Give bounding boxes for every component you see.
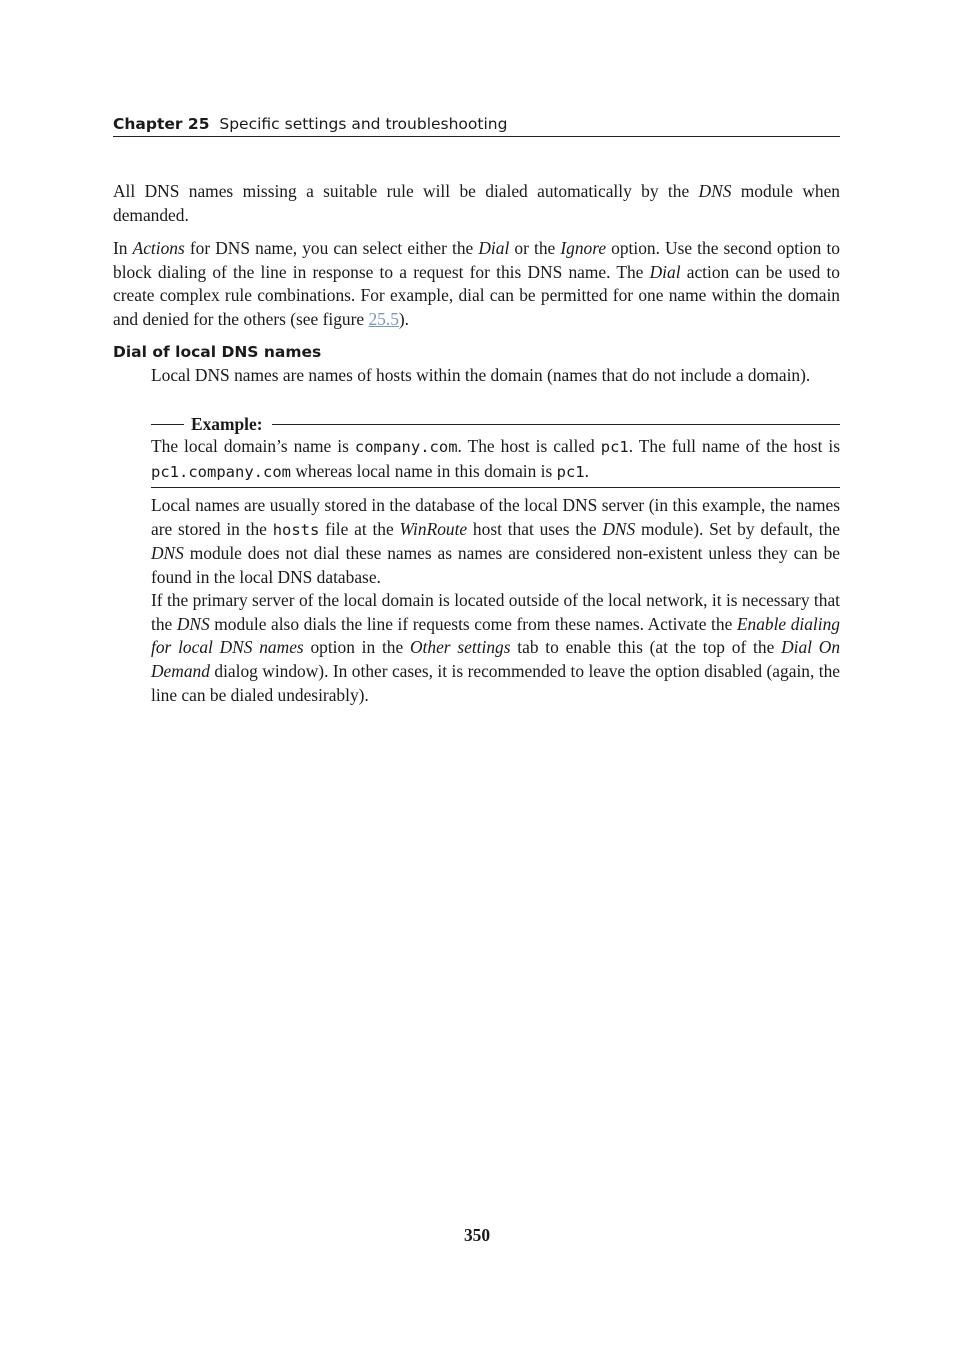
- text-run: .: [584, 460, 589, 481]
- text-run: Local names are usually stored in the database of the local DNS server (in this example, the names are stored in the: [151, 495, 840, 539]
- example-rule-right: [272, 424, 840, 425]
- emphasis: Ignore: [560, 238, 607, 258]
- text-run: module when demanded.: [113, 181, 840, 225]
- text-run: All DNS names missing a suitable rule will be dialed automatically by the: [113, 181, 699, 201]
- code-host: pc1: [600, 438, 629, 456]
- chapter-title: Specific settings and troubleshooting: [219, 115, 508, 133]
- text-run: action can be used to create complex rule combinations. For example, dial can be permitted for one name within the domain and denied for the others (see figure: [113, 261, 841, 330]
- example-body: [151, 435, 840, 484]
- page-number: 350: [463, 1225, 491, 1245]
- emphasis: Enable dialing for local DNS names: [151, 613, 840, 658]
- emphasis: Dial: [649, 261, 681, 282]
- text-run: dialog window). In other cases, it is recommended to leave the option disabled (again, the line can be dialed undesirably).: [151, 661, 840, 705]
- text-run: whereas local name in this domain is: [290, 460, 557, 481]
- text-run: . The full name of the host is: [628, 436, 841, 456]
- figure-reference-link[interactable]: 25.5: [368, 309, 399, 330]
- text-run: ).: [398, 309, 410, 330]
- paragraph-dns-auto-dial: [113, 180, 840, 227]
- paragraph-actions: [113, 237, 840, 332]
- emphasis: DNS: [151, 543, 184, 564]
- text-run: option in the: [303, 637, 410, 658]
- code-hosts-file: hosts: [272, 520, 320, 539]
- text-run: module also dials the line if requests come from these names. Activate the: [209, 613, 737, 634]
- example-label: Example:: [191, 414, 263, 434]
- text-run: tab to enable this (at the top of the: [510, 637, 782, 658]
- text-run: module). Set by default, the: [635, 518, 840, 539]
- example-header: [151, 412, 840, 436]
- text-run: option. Use the second option to block dialing of the line in response to a request for this DNS name. The: [113, 238, 840, 282]
- paragraph-primary-server: [151, 589, 840, 708]
- example-rule-bottom: [151, 487, 840, 488]
- code-fqdn: pc1.company.com: [151, 462, 291, 481]
- emphasis: Dial On Demand: [151, 637, 841, 682]
- section-heading: Dial of local DNS names: [113, 343, 322, 361]
- emphasis: WinRoute: [399, 518, 468, 539]
- code-local-name: pc1: [556, 462, 585, 481]
- text-run: module does not dial these names as names are considered non-existent unless they can be found in the local DNS database.: [151, 543, 840, 588]
- text-run: In: [113, 238, 133, 258]
- text-run: If the primary server of the local domain is located outside of the local network, it is necessary that the: [151, 590, 840, 634]
- emphasis: Other settings: [410, 637, 511, 658]
- text-run: file at the: [319, 518, 400, 539]
- text-run: or the: [509, 238, 561, 258]
- text-run: host that uses the: [467, 518, 603, 539]
- text-run: The local domain’s name is: [151, 436, 355, 456]
- emphasis: DNS: [698, 181, 732, 201]
- code-domain: company.com: [354, 438, 458, 456]
- emphasis: DNS: [176, 613, 210, 634]
- chapter-label: Chapter 25: [113, 115, 210, 133]
- emphasis: Actions: [132, 238, 185, 258]
- emphasis: DNS: [602, 518, 636, 539]
- paragraph-local-names-storage: [151, 494, 840, 590]
- paragraph-local-dns-definition: Local DNS names are names of hosts within the domain (names that do not include a domain).: [151, 365, 811, 385]
- text-run: for DNS name, you can select either the: [184, 238, 479, 258]
- emphasis: Dial: [478, 238, 510, 258]
- text-run: . The host is called: [457, 436, 601, 456]
- running-header: [113, 113, 840, 137]
- example-rule-left: [151, 424, 184, 425]
